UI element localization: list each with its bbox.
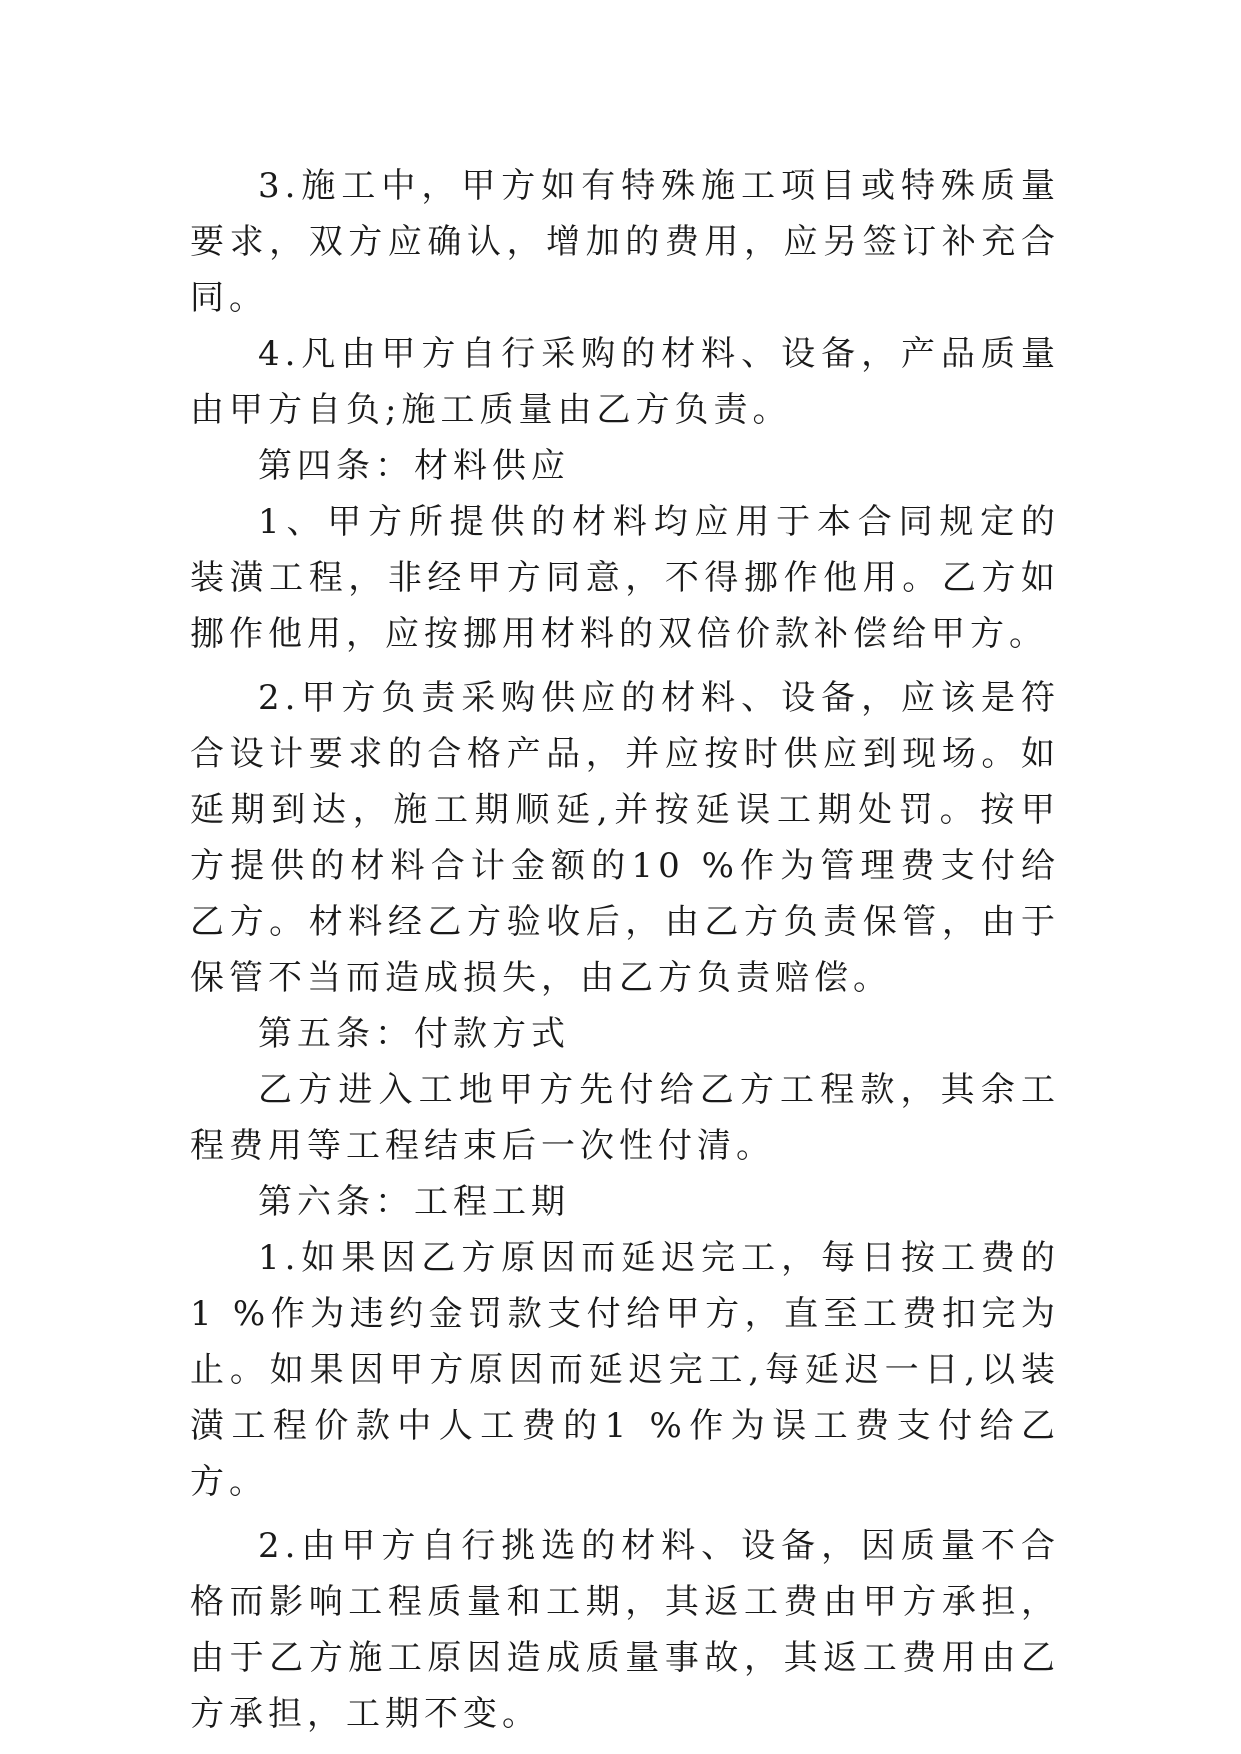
document-body: [190, 158, 1060, 1742]
paragraph-clause-4-1: 1、甲方所提供的材料均应用于本合同规定的装潢工程，非经甲方同意，不得挪作他用。乙方如挪作他用，应按挪用材料的双倍价款补偿给甲方。: [190, 502, 1060, 654]
section-heading-article-4: 第四条：材料供应: [258, 446, 570, 486]
paragraph-payment-terms: 乙方进入工地甲方先付给乙方工程款，其余工程费用等工程结束后一次性付清。: [190, 1070, 1060, 1166]
section-heading-article-6: 第六条：工程工期: [258, 1182, 570, 1222]
section-heading-article-5: 第五条：付款方式: [258, 1014, 570, 1054]
paragraph-clause-4-2: 2.甲方负责采购供应的材料、设备，应该是符合设计要求的合格产品，并应按时供应到现场。如延期到达，施工期顺延,并按延误工期处罚。按甲方提供的材料合计金额的10 %作为管理费支付给乙方。材料经乙方验收后，由乙方负责保管，由于保管不当而造成损失，由乙方负责赔偿。: [190, 678, 1060, 998]
paragraph-clause-3-4: 4.凡由甲方自行采购的材料、设备，产品质量由甲方自负;施工质量由乙方负责。: [190, 334, 1060, 430]
paragraph-clause-3-3: 3.施工中，甲方如有特殊施工项目或特殊质量要求，双方应确认，增加的费用，应另签订补充合同。: [190, 166, 1060, 318]
paragraph-clause-6-1: 1.如果因乙方原因而延迟完工，每日按工费的1 %作为违约金罚款支付给甲方，直至工费扣完为止。如果因甲方原因而延迟完工,每延迟一日,以装潢工程价款中人工费的1 %作为误工费支付给乙方。: [190, 1238, 1060, 1502]
paragraph-clause-6-2: 2.由甲方自行挑选的材料、设备，因质量不合格而影响工程质量和工期，其返工费由甲方承担，由于乙方施工原因造成质量事故，其返工费用由乙方承担，工期不变。: [190, 1526, 1060, 1734]
